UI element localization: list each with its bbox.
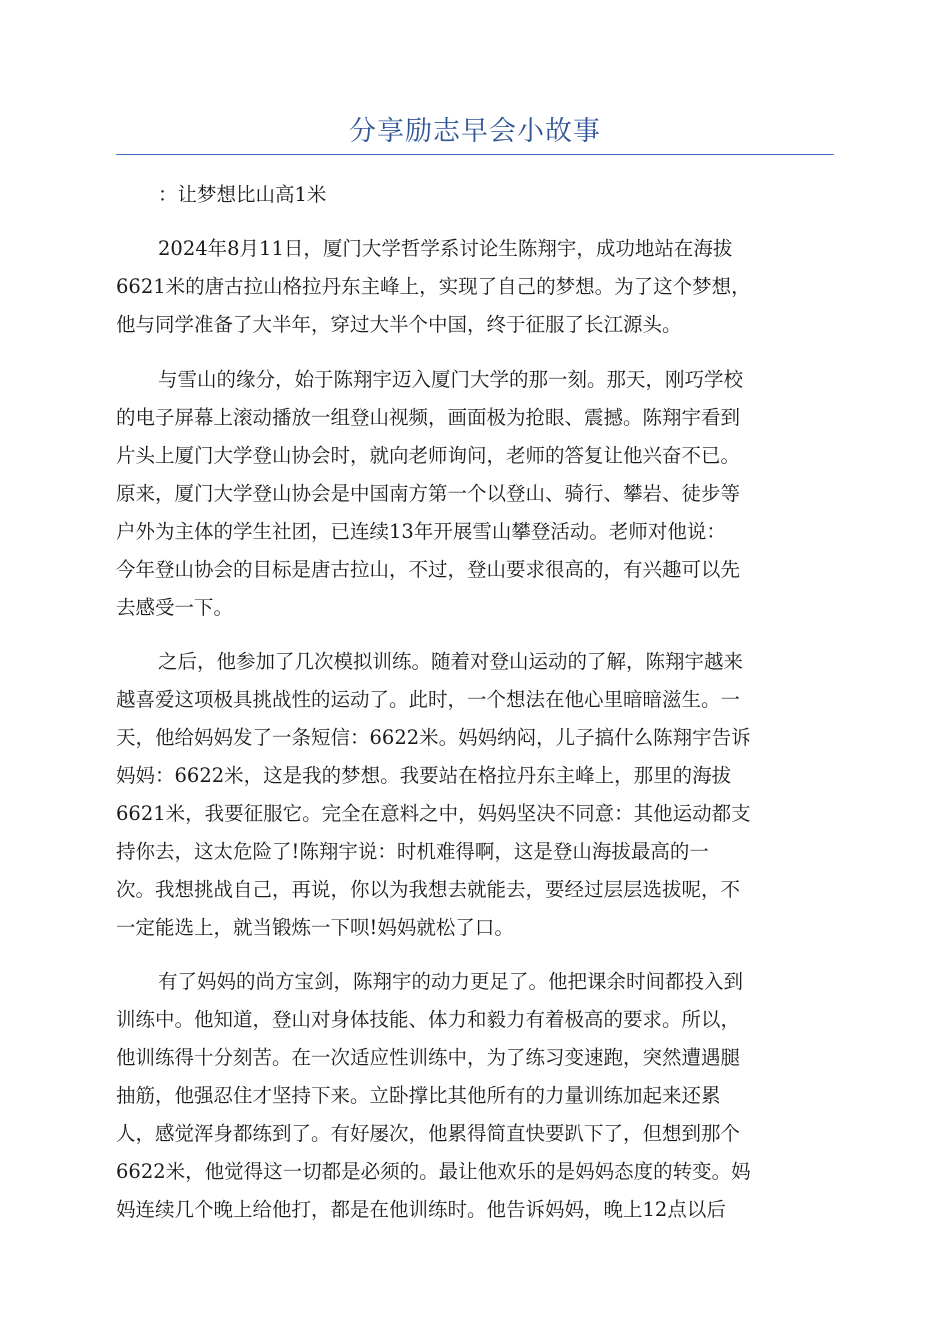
paragraph-line: 妈妈：6622米，这是我的梦想。我要站在格拉丹东主峰上，那里的海拔 xyxy=(116,764,732,787)
paragraph-line: 天，他给妈妈发了一条短信：6622米。妈妈纳闷，儿子搞什么陈翔宇告诉 xyxy=(116,726,751,749)
paragraph-line: 妈连续几个晚上给他打，都是在他训练时。他告诉妈妈，晚上12点以后 xyxy=(116,1198,726,1221)
paragraph-line: 6621米，我要征服它。完全在意料之中，妈妈坚决不同意：其他运动都支 xyxy=(116,802,751,825)
paragraph-line: 的电子屏幕上滚动播放一组登山视频，画面极为抢眼、震撼。陈翔宇看到 xyxy=(116,406,741,429)
paragraph-line: 今年登山协会的目标是唐古拉山，不过，登山要求很高的，有兴趣可以先 xyxy=(116,558,741,581)
paragraph-line: 一定能选上，就当锻炼一下呗!妈妈就松了口。 xyxy=(116,916,514,939)
paragraph-line: 之后，他参加了几次模拟训练。随着对登山运动的了解，陈翔宇越来 xyxy=(158,650,744,673)
paragraph-line: 户外为主体的学生社团，已连续13年开展雪山攀登活动。老师对他说： xyxy=(116,520,726,543)
paragraph-line: 有了妈妈的尚方宝剑，陈翔宇的动力更足了。他把课余时间都投入到 xyxy=(158,970,744,993)
paragraph-line: 6621米的唐古拉山格拉丹东主峰上，实现了自己的梦想。为了这个梦想， xyxy=(116,275,751,298)
paragraph-line: 片头上厦门大学登山协会时，就向老师询问，老师的答复让他兴奋不已。 xyxy=(116,444,741,467)
paragraph-line: 人，感觉浑身都练到了。有好屡次，他累得简直快要趴下了，但想到那个 xyxy=(116,1122,741,1145)
paragraph-line: 训练中。他知道，登山对身体技能、体力和毅力有着极高的要求。所以， xyxy=(116,1008,741,1031)
paragraph-line: 2024年8月11日，厦门大学哲学系讨论生陈翔宇，成功地站在海拔 xyxy=(158,237,733,260)
paragraph-line: 持你去，这太危险了!陈翔宇说：时机难得啊，这是登山海拔最高的一 xyxy=(116,840,709,863)
paragraph-3 xyxy=(116,643,836,947)
paragraph-4 xyxy=(116,963,836,1229)
paragraph-line: 6622米，他觉得这一切都是必须的。最让他欢乐的是妈妈态度的转变。妈 xyxy=(116,1160,751,1183)
paragraph-line: 次。我想挑战自己，再说，你以为我想去就能去，要经过层层选拔呢，不 xyxy=(116,878,741,901)
document-title: 分享励志早会小故事 xyxy=(349,116,601,147)
title-underline xyxy=(116,154,834,155)
document-subtitle: ：让梦想比山高1米 xyxy=(158,183,327,206)
paragraph-1 xyxy=(116,230,836,344)
paragraph-line: 他训练得十分刻苦。在一次适应性训练中，为了练习变速跑，突然遭遇腿 xyxy=(116,1046,741,1069)
paragraph-line: 他与同学准备了大半年，穿过大半个中国，终于征服了长江源头。 xyxy=(116,313,682,336)
paragraph-line: 越喜爱这项极具挑战性的运动了。此时，一个想法在他心里暗暗滋生。一 xyxy=(116,688,741,711)
paragraph-line: 去感受一下。 xyxy=(116,596,234,619)
paragraph-line: 原来，厦门大学登山协会是中国南方第一个以登山、骑行、攀岩、徒步等 xyxy=(116,482,741,505)
paragraph-line: 与雪山的缘分，始于陈翔宇迈入厦门大学的那一刻。那天，刚巧学校 xyxy=(158,368,744,391)
paragraph-2 xyxy=(116,361,836,627)
paragraph-line: 抽筋，他强忍住才坚持下来。立卧撑比其他所有的力量训练加起来还累 xyxy=(116,1084,721,1107)
